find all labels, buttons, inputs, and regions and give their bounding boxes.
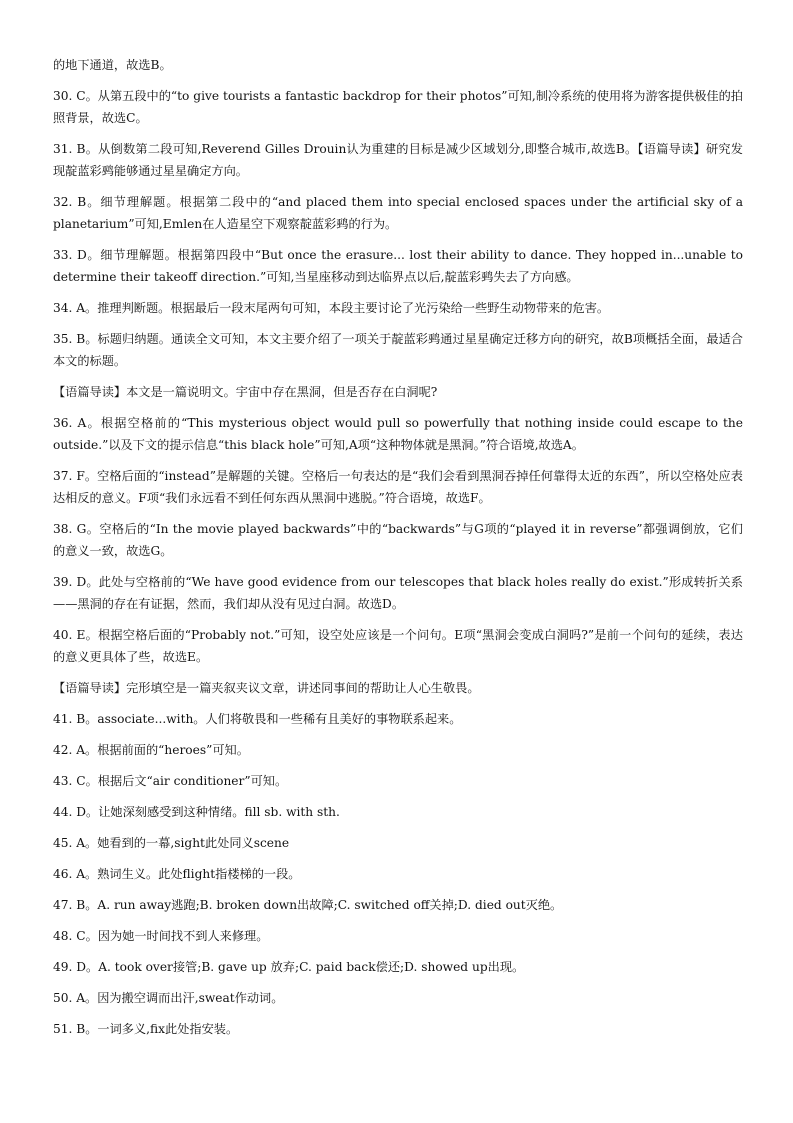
answer-45: 45. A。她看到的一幕,sight此处同义scene [53, 836, 290, 850]
answer-33: 33. D。细节理解题。根据第四段中“But once the erasure... lost their ability to dance. They hopped in...unable to determine their takeoff direction.”可知,当星座移动到达临界点以后,靛蓝彩鹀失去了方向感。 [53, 248, 743, 284]
paragraph: 的地下通道，故选B。 [53, 58, 172, 72]
answer-37: 37. F。空格后面的“instead”是解题的关键。空格后一句表达的是“我们会看到黑洞吞掉任何靠得太近的东西”，所以空格处应表达相反的意义。F项“我们永远看不到任何东西从黑洞中逃脱。”符合语境，故选F。 [53, 469, 743, 505]
answer-50: 50. A。因为搬空调而出汗,sweat作动词。 [53, 991, 284, 1005]
answer-38: 38. G。空格后的“In the movie played backwards”中的“backwards”与G项的“played it in reverse”都强调倒放，它们的意义一致，故选G。 [53, 522, 743, 558]
answer-document [53, 54, 743, 1049]
answer-36: 36. A。根据空格前的“This mysterious object would pull so powerfully that nothing inside could escape to the outside.”以及下文的提示信息“this black hole”可知,A项“这种物体就是黑洞。”符合语境,故选A。 [53, 416, 743, 452]
answer-31: 31. B。从倒数第二段可知,Reverend Gilles Drouin认为重建的目标是减少区域划分,即整合城市,故选B。【语篇导读】研究发现靛蓝彩鹀能够通过星星确定方向。 [53, 142, 743, 178]
answer-30: 30. C。从第五段中的“to give tourists a fantastic backdrop for their photos”可知,制冷系统的使用将为游客提供极佳的拍照背景，故选C。 [53, 89, 743, 125]
passage-guide: 【语篇导读】完形填空是一篇夹叙夹议文章，讲述同事间的帮助让人心生敬畏。 [53, 681, 480, 695]
answer-35: 35. B。标题归纳题。通读全文可知，本文主要介绍了一项关于靛蓝彩鹀通过星星确定迁移方向的研究，故B项概括全面，最适合本文的标题。 [53, 332, 743, 368]
answer-42: 42. A。根据前面的“heroes”可知。 [53, 743, 249, 757]
answer-48: 48. C。因为她一时间找不到人来修理。 [53, 929, 269, 943]
passage-guide: 【语篇导读】本文是一篇说明文。宇宙中存在黑洞，但是否存在白洞呢? [53, 385, 438, 399]
answer-40: 40. E。根据空格后面的“Probably not.”可知，设空处应该是一个问句。E项“黑洞会变成白洞吗?”是前一个问句的延续，表达的意义更具体了些，故选E。 [53, 628, 743, 664]
answer-34: 34. A。推理判断题。根据最后一段末尾两句可知，本段主要讨论了光污染给一些野生动物带来的危害。 [53, 301, 610, 315]
answer-43: 43. C。根据后文“air conditioner”可知。 [53, 774, 288, 788]
answer-51: 51. B。一词多义,fix此处指安装。 [53, 1022, 239, 1036]
answer-32: 32. B。细节理解题。根据第二段中的“and placed them into special enclosed spaces under the artificial sky of a planetarium”可知,Emlen在人造星空下观察靛蓝彩鹀的行为。 [53, 195, 743, 231]
answer-46: 46. A。熟词生义。此处flight指楼梯的一段。 [53, 867, 301, 881]
answer-41: 41. B。associate...with。人们将敬畏和一些稀有且美好的事物联系起来。 [53, 712, 462, 726]
answer-49: 49. D。A. took over接管;B. gave up 放弃;C. paid back偿还;D. showed up出现。 [53, 960, 525, 974]
answer-47: 47. B。A. run away逃跑;B. broken down出故障;C. switched off关掉;D. died out灭绝。 [53, 898, 563, 912]
answer-44: 44. D。让她深刻感受到这种情绪。fill sb. with sth. [53, 805, 340, 819]
answer-39: 39. D。此处与空格前的“We have good evidence from our telescopes that black holes really do exist.”形成转折关系——黑洞的存在有证据，然而，我们却从没有见过白洞。故选D。 [53, 575, 743, 611]
